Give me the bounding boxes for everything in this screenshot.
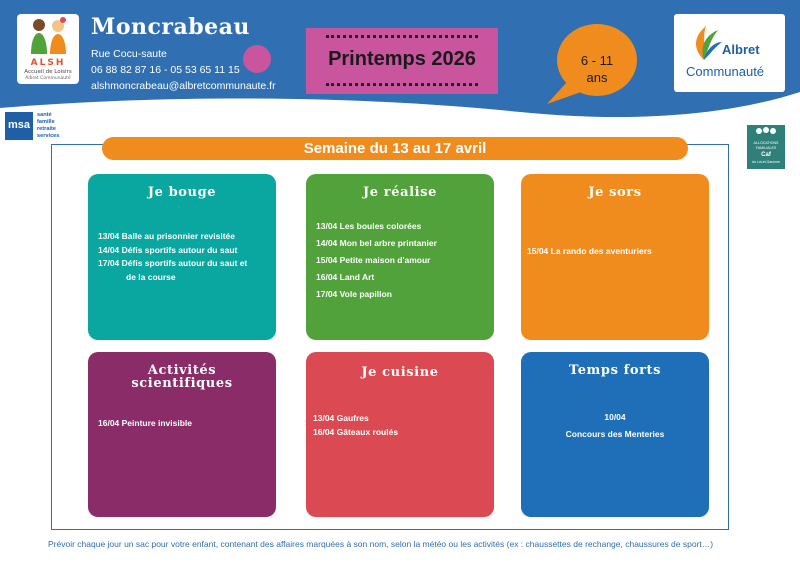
card-title: Je sors bbox=[588, 185, 642, 200]
albret-leaf-icon bbox=[684, 22, 724, 62]
card-items bbox=[316, 218, 484, 303]
footer-note: Prévoir chaque jour un sac pour votre enfant, contenant des affaires marquées à son nom, selon la météo ou les activités (ex : chaussettes de rechange, chaussures de sport…) bbox=[48, 539, 714, 549]
event-name: Concours des Menteries bbox=[565, 429, 665, 439]
albret-logo bbox=[674, 14, 785, 92]
caf-line3: Caf bbox=[761, 152, 771, 158]
activity-item: 17/04 Vole papillon bbox=[316, 289, 392, 299]
card-title: Je cuisine bbox=[361, 365, 439, 380]
caf-logo bbox=[747, 125, 785, 169]
card-items bbox=[98, 230, 266, 284]
card-items bbox=[531, 409, 699, 443]
card-title-line1: Activités bbox=[147, 363, 217, 378]
activity-item: 17/04 Défis sportifs autour du saut et bbox=[98, 258, 248, 268]
msa-logo bbox=[5, 112, 75, 140]
activity-item: 14/04 Défis sportifs autour du saut bbox=[98, 244, 238, 255]
activity-item: 16/04 Peinture invisible bbox=[98, 418, 193, 428]
activity-item: 16/04 Land Art bbox=[316, 272, 375, 282]
card-je-sors bbox=[521, 174, 709, 340]
activity-item: 13/04 Balle au prisonnier revisitée bbox=[98, 231, 236, 241]
location-title: Moncrabeau bbox=[91, 14, 250, 40]
msa-word: famille bbox=[37, 119, 55, 125]
card-je-cuisine bbox=[306, 352, 494, 517]
card-je-realise bbox=[306, 174, 494, 340]
alsh-logo bbox=[17, 14, 79, 84]
msa-box bbox=[5, 112, 33, 140]
albret-name-line2: Communauté bbox=[686, 64, 765, 79]
activity-item: de la course bbox=[126, 271, 176, 282]
season-badge bbox=[306, 28, 498, 94]
dotted-line-top bbox=[326, 35, 478, 39]
msa-words bbox=[37, 112, 59, 140]
card-title: Temps forts bbox=[568, 363, 662, 378]
card-title: Je réalise bbox=[363, 185, 437, 200]
children-icon bbox=[25, 16, 71, 56]
activity-item: 13/04 Gaufres bbox=[313, 413, 369, 423]
msa-word: services bbox=[37, 133, 60, 139]
address-text: Rue Cocu-saute bbox=[91, 48, 167, 60]
age-range: 6 - 11 bbox=[580, 53, 614, 68]
event-date: 10/04 bbox=[604, 412, 626, 422]
alsh-letters: ALSH bbox=[30, 58, 66, 68]
card-activites-scientifiques bbox=[88, 352, 276, 517]
age-unit: ans bbox=[586, 70, 608, 85]
activity-item: 15/04 La rando des aventuriers bbox=[527, 246, 652, 256]
card-temps-forts bbox=[521, 352, 709, 517]
age-label bbox=[565, 52, 629, 86]
card-items bbox=[527, 245, 699, 259]
card-je-bouge bbox=[88, 174, 276, 340]
card-items bbox=[98, 417, 266, 431]
week-banner: Semaine du 13 au 17 avril bbox=[102, 137, 688, 160]
age-bubble bbox=[545, 20, 641, 106]
phone-text: 06 88 82 87 16 - 05 53 65 11 15 bbox=[91, 64, 240, 76]
activity-item: 15/04 Petite maison d'amour bbox=[316, 255, 431, 265]
activity-item: 14/04 Mon bel arbre printanier bbox=[316, 238, 437, 248]
caf-family-icon bbox=[747, 126, 785, 140]
activity-item: 13/04 Les boules colorées bbox=[316, 221, 422, 231]
msa-word: retraite bbox=[37, 126, 56, 132]
caf-line2: FAMILIALES bbox=[755, 146, 777, 150]
season-label: Printemps 2026 bbox=[328, 48, 476, 70]
albret-name-line1: Albret bbox=[722, 42, 760, 57]
msa-word: santé bbox=[37, 112, 52, 118]
decorative-dot bbox=[243, 45, 271, 73]
card-items bbox=[313, 412, 484, 439]
dotted-line-bottom bbox=[326, 83, 478, 87]
activity-item: 16/04 Gâteaux roulés bbox=[313, 426, 399, 437]
caf-line4: du Lot-et-Garonne bbox=[752, 160, 780, 164]
email-text: alshmoncrabeau@albretcommunaute.fr bbox=[91, 80, 276, 92]
msa-letters: msa bbox=[8, 119, 31, 131]
alsh-line2: Albret Communauté bbox=[25, 76, 71, 81]
card-title: Je bouge bbox=[147, 185, 217, 200]
caf-line1: ALLOCATIONS bbox=[753, 141, 779, 145]
card-title-line2: scientifiques bbox=[131, 376, 233, 391]
alsh-line1: Accueil de Loisirs bbox=[24, 69, 72, 75]
